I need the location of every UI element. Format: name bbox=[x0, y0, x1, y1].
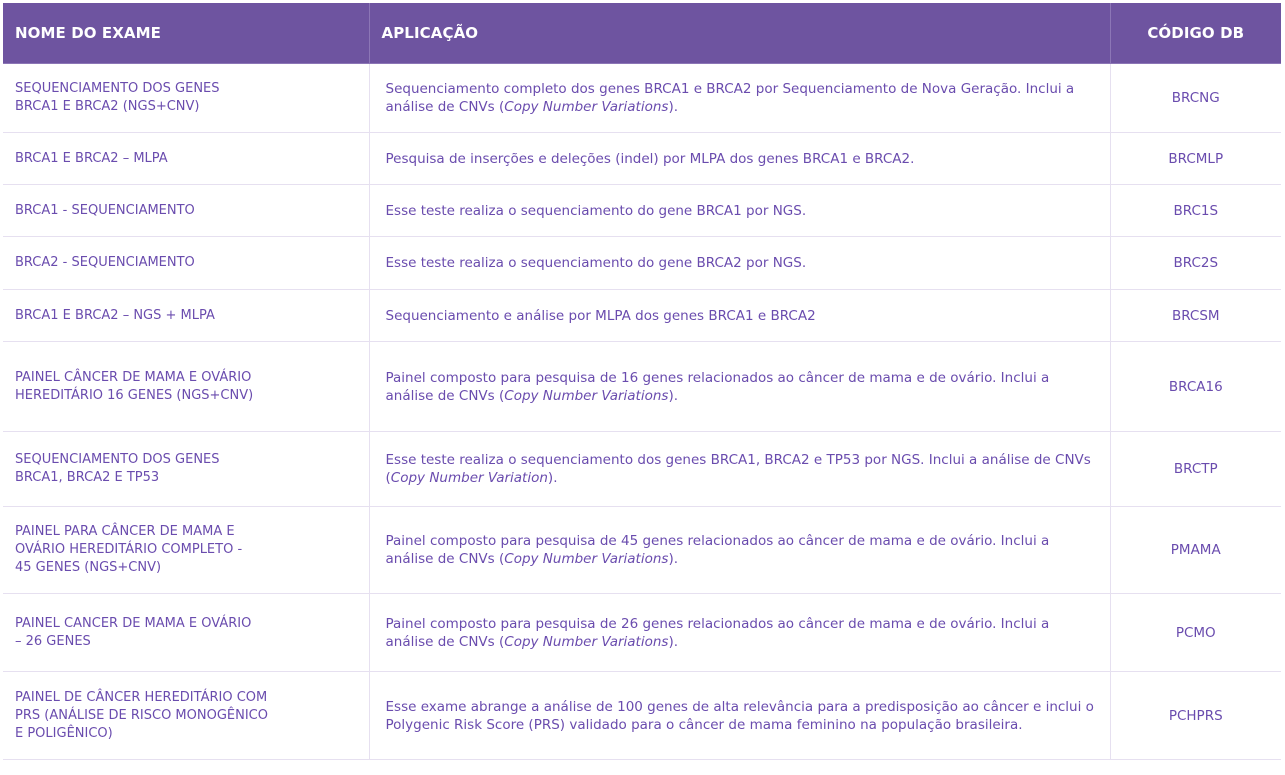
application-text: Pesquisa de inserções e deleções (indel) por MLPA dos genes BRCA1 e BRCA2. bbox=[385, 150, 915, 167]
exam-name-cell bbox=[3, 290, 369, 342]
exam-name-cell bbox=[3, 64, 369, 133]
table-row bbox=[3, 185, 1281, 237]
application-text: Painel composto para pesquisa de 16 genes relacionados ao câncer de mama e de ovário. Inclui a análise de CNVs ( bbox=[385, 369, 1050, 404]
code-cell: BRCA16 bbox=[1110, 342, 1281, 432]
table-header-row bbox=[3, 3, 1281, 64]
exam-name-line: BRCA2 - SEQUENCIAMENTO bbox=[15, 255, 195, 270]
exam-name-line: PRS (ANÁLISE DE RISCO MONOGÊNICO bbox=[15, 707, 268, 723]
table-row bbox=[3, 342, 1281, 432]
exam-name-line: 45 GENES (NGS+CNV) bbox=[15, 560, 162, 575]
exam-name-line: BRCA1, BRCA2 E TP53 bbox=[15, 470, 160, 485]
application-text: Esse teste realiza o sequenciamento do gene BRCA2 por NGS. bbox=[385, 255, 807, 271]
application-cell bbox=[369, 290, 1110, 342]
exam-name-line: BRCA1 E BRCA2 – NGS + MLPA bbox=[15, 307, 215, 323]
exam-name-cell bbox=[3, 133, 369, 185]
exam-name-line: BRCA1 E BRCA2 – MLPA bbox=[15, 150, 168, 166]
exam-name-cell bbox=[3, 342, 369, 432]
table-row bbox=[3, 133, 1281, 185]
code-cell: BRCNG bbox=[1110, 64, 1281, 133]
code-cell: BRC2S bbox=[1110, 237, 1281, 290]
exam-name-cell bbox=[3, 672, 369, 760]
application-text: Esse teste realiza o sequenciamento dos genes BRCA1, BRCA2 e TP53 por NGS. Inclui a análise de CNVs ( bbox=[385, 452, 1091, 486]
application-cell bbox=[369, 64, 1110, 133]
application-italic-text: Copy Number Variations bbox=[504, 551, 669, 567]
application-text: Painel composto para pesquisa de 26 genes relacionados ao câncer de mama e de ovário. Inclui a análise de CNVs ( bbox=[385, 615, 1050, 650]
exam-name-line: BRCA1 - SEQUENCIAMENTO bbox=[15, 202, 195, 218]
exam-name-line: BRCA1 E BRCA2 (NGS+CNV) bbox=[15, 99, 200, 114]
application-cell bbox=[369, 432, 1110, 507]
header-application: APLICAÇÃO bbox=[369, 3, 1110, 64]
application-italic-text: Copy Number Variations bbox=[504, 387, 669, 404]
application-text-end: ). bbox=[668, 551, 678, 567]
application-cell bbox=[369, 237, 1110, 290]
exam-name-line: PAINEL PARA CÂNCER DE MAMA E bbox=[15, 524, 235, 539]
application-italic-text: Copy Number Variation bbox=[390, 470, 548, 486]
exam-name-cell bbox=[3, 432, 369, 507]
table-row bbox=[3, 290, 1281, 342]
application-text-end: ). bbox=[668, 99, 678, 115]
code-cell: PCMO bbox=[1110, 594, 1281, 672]
application-text-end: ). bbox=[547, 470, 558, 486]
application-text-end: ). bbox=[668, 633, 678, 650]
application-italic-text: Copy Number Variations bbox=[504, 99, 669, 115]
exam-table bbox=[3, 3, 1281, 760]
application-text-end: ). bbox=[668, 387, 678, 404]
exam-name-cell bbox=[3, 237, 369, 290]
application-text: Esse teste realiza o sequenciamento do gene BRCA1 por NGS. bbox=[385, 202, 807, 219]
header-exam-name: NOME DO EXAME bbox=[3, 3, 369, 64]
application-text: Sequenciamento e análise por MLPA dos genes BRCA1 e BRCA2 bbox=[385, 307, 816, 324]
exam-name-line: SEQUENCIAMENTO DOS GENES bbox=[15, 81, 220, 96]
table-row bbox=[3, 237, 1281, 290]
code-cell: BRC1S bbox=[1110, 185, 1281, 237]
exam-name-cell bbox=[3, 507, 369, 594]
code-cell: PMAMA bbox=[1110, 507, 1281, 594]
exam-name-line: PAINEL CANCER DE MAMA E OVÁRIO bbox=[15, 615, 252, 631]
table-row bbox=[3, 672, 1281, 760]
exam-name-cell bbox=[3, 185, 369, 237]
application-cell bbox=[369, 342, 1110, 432]
table-row bbox=[3, 432, 1281, 507]
exam-name-cell bbox=[3, 594, 369, 672]
exam-name-line: E POLIGÊNICO) bbox=[15, 725, 113, 741]
application-cell bbox=[369, 133, 1110, 185]
exam-name-line: OVÁRIO HEREDITÁRIO COMPLETO - bbox=[15, 542, 243, 557]
exam-table-container bbox=[3, 3, 1281, 760]
exam-name-line: – 26 GENES bbox=[15, 633, 91, 649]
exam-name-line: PAINEL DE CÂNCER HEREDITÁRIO COM bbox=[15, 689, 268, 705]
table-row bbox=[3, 507, 1281, 594]
exam-name-line: PAINEL CÂNCER DE MAMA E OVÁRIO bbox=[15, 369, 252, 385]
application-text: Sequenciamento completo dos genes BRCA1 e BRCA2 por Sequenciamento de Nova Geração. Inclui a análise de CNVs ( bbox=[385, 81, 1075, 115]
header-code: CÓDIGO DB bbox=[1110, 3, 1281, 64]
code-cell: PCHPRS bbox=[1110, 672, 1281, 760]
application-cell bbox=[369, 672, 1110, 760]
code-cell: BRCTP bbox=[1110, 432, 1281, 507]
table-row bbox=[3, 64, 1281, 133]
application-text: Painel composto para pesquisa de 45 genes relacionados ao câncer de mama e de ovário. Inclui a análise de CNVs ( bbox=[385, 533, 1050, 567]
exam-name-line: HEREDITÁRIO 16 GENES (NGS+CNV) bbox=[15, 387, 254, 403]
exam-name-line: SEQUENCIAMENTO DOS GENES bbox=[15, 452, 220, 467]
application-italic-text: Copy Number Variations bbox=[504, 633, 669, 650]
application-text: Esse exame abrange a análise de 100 genes de alta relevância para a predisposição ao câncer e inclui o Polygenic Risk Score (PRS) validado para o câncer de mama feminino na população brasileira. bbox=[385, 698, 1094, 733]
code-cell: BRCMLP bbox=[1110, 133, 1281, 185]
application-cell bbox=[369, 507, 1110, 594]
application-cell bbox=[369, 185, 1110, 237]
code-cell: BRCSM bbox=[1110, 290, 1281, 342]
table-row bbox=[3, 594, 1281, 672]
application-cell bbox=[369, 594, 1110, 672]
